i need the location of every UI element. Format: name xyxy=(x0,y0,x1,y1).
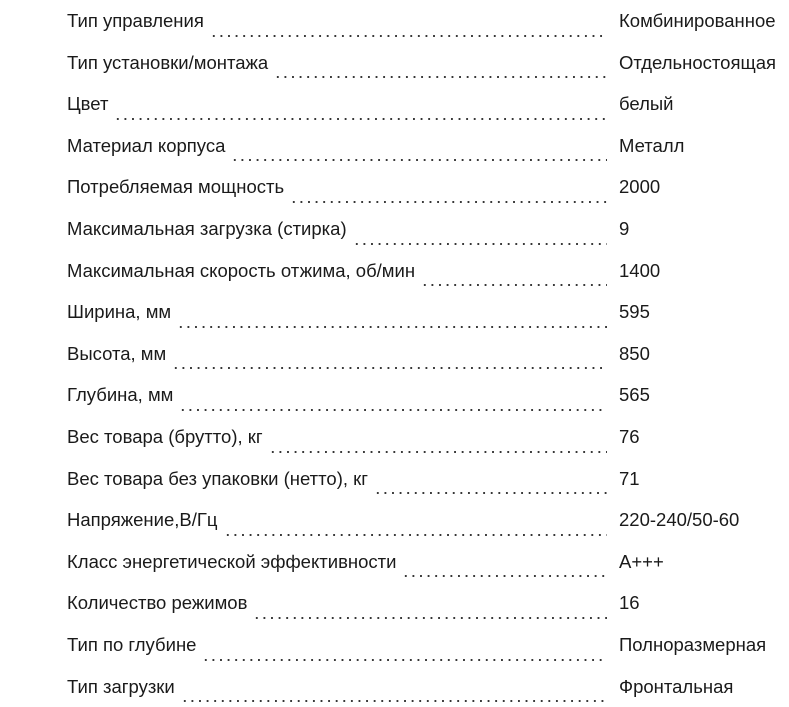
dot-leader xyxy=(274,76,607,78)
dot-leader xyxy=(172,367,607,369)
dot-leader xyxy=(210,35,607,37)
dot-leader xyxy=(231,159,607,161)
spec-row-body-material xyxy=(67,125,789,167)
spec-row-power-consumption xyxy=(67,166,789,208)
spec-row-depth-type xyxy=(67,624,789,666)
spec-value: 595 xyxy=(607,301,789,323)
spec-row-net-weight xyxy=(67,458,789,500)
spec-label: Тип установки/монтажа xyxy=(67,52,274,74)
spec-label: Высота, мм xyxy=(67,343,172,365)
spec-label: Максимальная скорость отжима, об/мин xyxy=(67,260,421,282)
dot-leader xyxy=(177,326,607,328)
spec-row-height xyxy=(67,333,789,375)
spec-label: Класс энергетической эффективности xyxy=(67,551,402,573)
spec-label: Тип загрузки xyxy=(67,676,181,698)
spec-label: Тип управления xyxy=(67,10,210,32)
spec-label: Максимальная загрузка (стирка) xyxy=(67,218,353,240)
spec-label: Вес товара (брутто), кг xyxy=(67,426,269,448)
spec-label: Ширина, мм xyxy=(67,301,177,323)
spec-value: 565 xyxy=(607,384,789,406)
spec-value: Отдельностоящая xyxy=(607,52,789,74)
spec-value: 1400 xyxy=(607,260,789,282)
spec-row-energy-class xyxy=(67,541,789,583)
dot-leader xyxy=(374,492,607,494)
spec-row-max-load xyxy=(67,208,789,250)
spec-value: белый xyxy=(607,93,789,115)
spec-label: Материал корпуса xyxy=(67,135,231,157)
spec-row-gross-weight xyxy=(67,416,789,458)
dot-leader xyxy=(202,659,607,661)
spec-row-color xyxy=(67,83,789,125)
spec-row-width xyxy=(67,291,789,333)
spec-value: 850 xyxy=(607,343,789,365)
spec-label: Потребляемая мощность xyxy=(67,176,290,198)
dot-leader xyxy=(224,534,607,536)
spec-label: Глубина, мм xyxy=(67,384,179,406)
spec-value: Фронтальная xyxy=(607,676,789,698)
spec-value: Комбинированное xyxy=(607,10,789,32)
spec-row-control-type xyxy=(67,0,789,42)
spec-label: Вес товара без упаковки (нетто), кг xyxy=(67,468,374,490)
spec-label: Напряжение,В/Гц xyxy=(67,509,224,531)
dot-leader xyxy=(402,575,607,577)
spec-value: 71 xyxy=(607,468,789,490)
spec-row-voltage xyxy=(67,499,789,541)
spec-value: 220-240/50-60 xyxy=(607,509,789,531)
dot-leader xyxy=(114,118,607,120)
spec-row-installation-type xyxy=(67,42,789,84)
spec-label: Количество режимов xyxy=(67,592,253,614)
dot-leader xyxy=(269,451,607,453)
dot-leader xyxy=(253,617,607,619)
dot-leader xyxy=(421,284,607,286)
spec-row-depth xyxy=(67,374,789,416)
spec-label: Тип по глубине xyxy=(67,634,202,656)
dot-leader xyxy=(181,700,607,702)
spec-list xyxy=(67,0,789,707)
spec-value: 76 xyxy=(607,426,789,448)
dot-leader xyxy=(353,243,607,245)
spec-value: Полноразмерная xyxy=(607,634,789,656)
spec-value: 9 xyxy=(607,218,789,240)
spec-value: A+++ xyxy=(607,551,789,573)
spec-label: Цвет xyxy=(67,93,114,115)
spec-value: 2000 xyxy=(607,176,789,198)
spec-row-max-spin-speed xyxy=(67,250,789,292)
spec-row-mode-count xyxy=(67,582,789,624)
dot-leader xyxy=(179,409,607,411)
spec-value: 16 xyxy=(607,592,789,614)
spec-value: Металл xyxy=(607,135,789,157)
dot-leader xyxy=(290,201,607,203)
